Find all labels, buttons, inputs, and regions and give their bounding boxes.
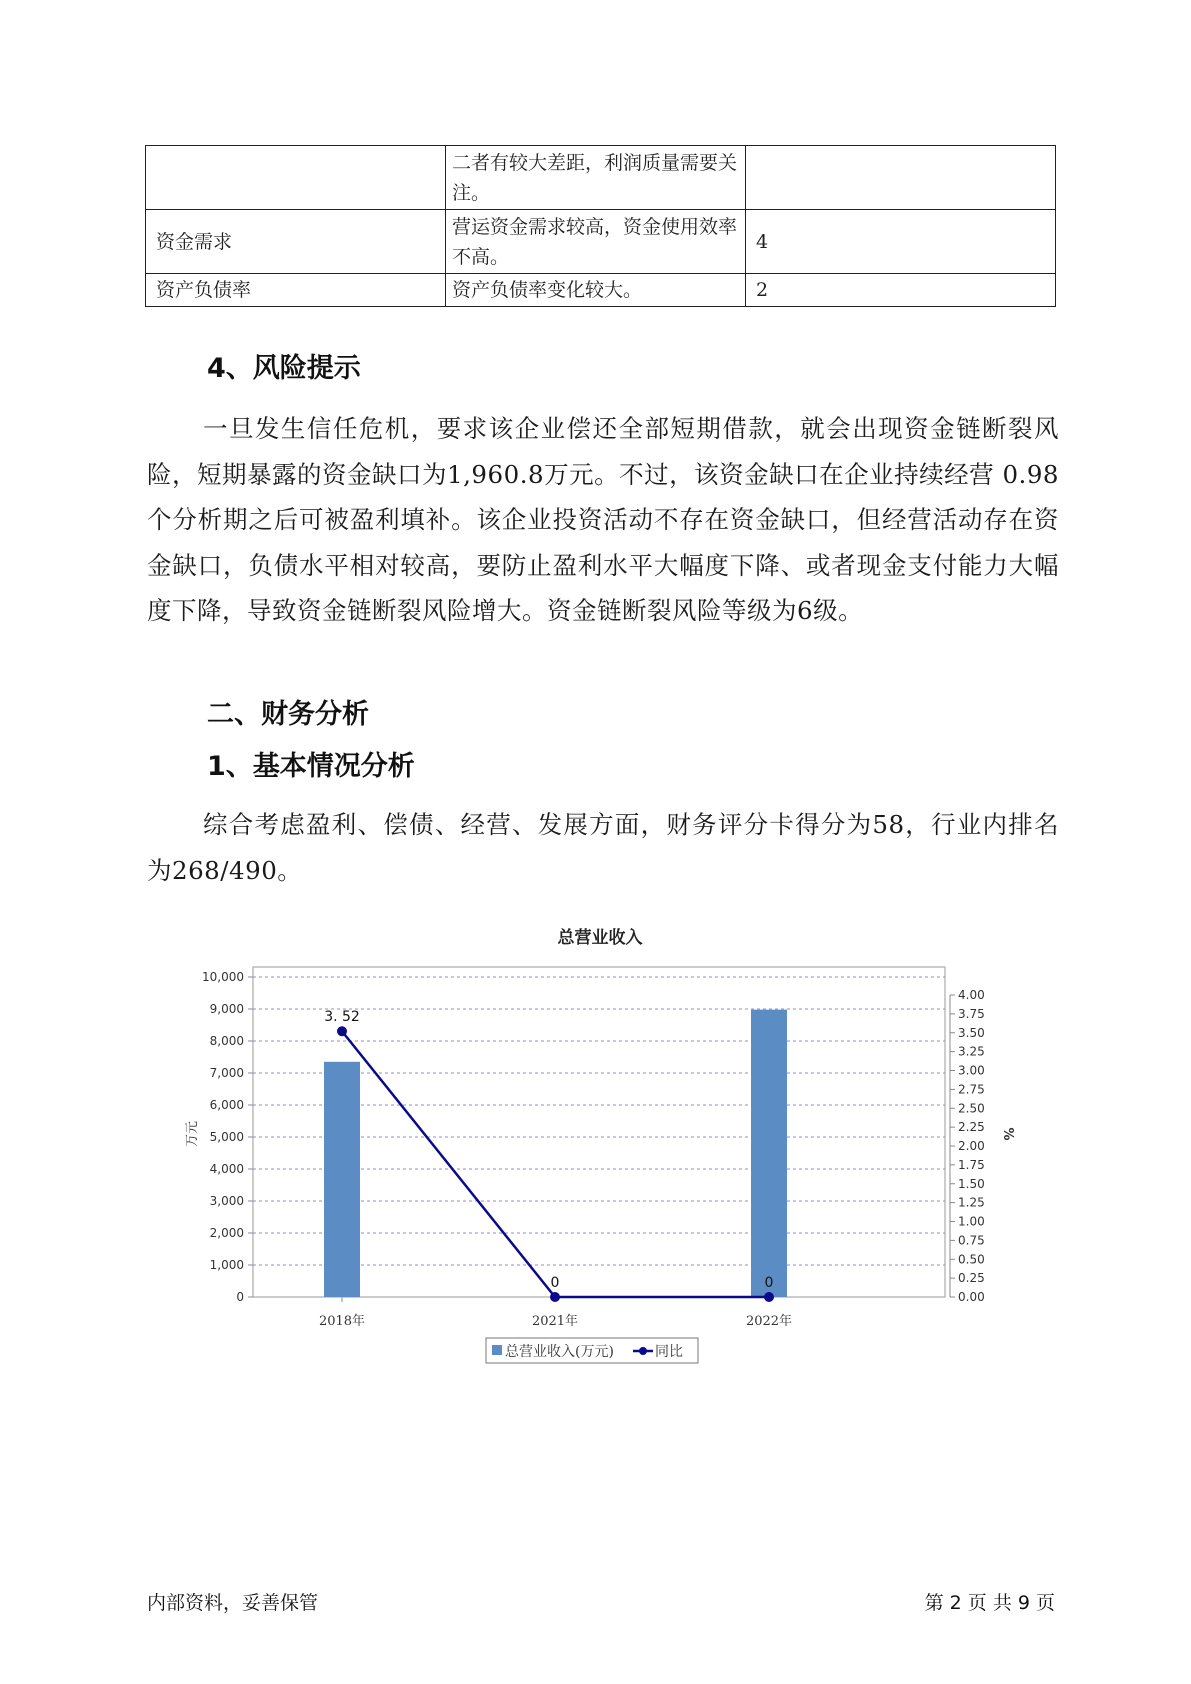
yoy-data-label: 0 <box>550 1275 560 1291</box>
footer-page-number: 第 2 页 共 9 页 <box>924 1592 1055 1614</box>
chart-legend <box>486 1338 698 1363</box>
section-heading-risk: 4、风险提示 <box>207 353 361 384</box>
y2-axis-label: % <box>1000 1127 1015 1141</box>
y-tick-label: 5,000 <box>209 1130 244 1144</box>
risk-paragraph: 一旦发生信任危机，要求该企业偿还全部短期借款，就会出现资金链断裂风险，短期暴露的资金缺口为1,960.8万元。不过，该资金缺口在企业持续经营 0.98个分析期之后可被盈利填补。该企业投资活动不存在资金缺口，但经营活动存在资金缺口，负债水平相对较高，要防止盈利水平大幅度下降、或者现金支付能力大幅度下降，导致资金链断裂风险增大。资金链断裂风险等级为6级。 <box>147 414 1059 625</box>
yoy-point <box>550 1292 560 1302</box>
legend-item-revenue: 总营业收入(万元) <box>505 1344 614 1360</box>
y2-tick-label: 2.75 <box>958 1082 985 1097</box>
y-tick-label: 9,000 <box>209 1002 244 1016</box>
y-tick-label: 4,000 <box>209 1162 244 1176</box>
x-tick-label: 2021年 <box>531 1314 579 1329</box>
bar <box>324 1062 360 1297</box>
x-tick-label: 2022年 <box>745 1314 793 1329</box>
legend-bar-swatch <box>492 1345 502 1355</box>
revenue-chart <box>180 915 1030 1385</box>
finance-paragraph: 综合考虑盈利、偿债、经营、发展方面，财务评分卡得分为58，行业内排名为268/490。 <box>147 810 1059 885</box>
y2-tick-label: 0.50 <box>958 1252 985 1267</box>
table-cell-desc: 二者有较大差距，利润质量需要关注。 <box>446 146 746 210</box>
y2-tick-label: 1.75 <box>958 1157 985 1172</box>
table-cell-desc: 营运资金需求较高，资金使用效率不高。 <box>446 210 746 274</box>
yoy-point <box>337 1026 347 1036</box>
section-heading-finance: 二、财务分析 <box>207 699 369 730</box>
yoy-point <box>764 1292 774 1302</box>
y-tick-label: 8,000 <box>209 1034 244 1048</box>
footer-left: 内部资料，妥善保管 <box>147 1592 319 1614</box>
yoy-line <box>342 1031 769 1297</box>
table-cell-score: 4 <box>746 210 1056 274</box>
table-cell-item: 资产负债率 <box>146 274 446 307</box>
y2-tick-label: 3.25 <box>958 1044 985 1059</box>
legend-item-yoy: 同比 <box>655 1344 683 1360</box>
y2-tick-label: 3.50 <box>958 1025 985 1040</box>
y2-tick-label: 0.75 <box>958 1233 985 1248</box>
yoy-data-label: 0 <box>764 1275 774 1291</box>
y2-tick-label: 3.75 <box>958 1006 985 1021</box>
y-tick-label: 1,000 <box>209 1258 244 1272</box>
table-cell-score <box>746 146 1056 210</box>
chart-title: 总营业收入 <box>557 928 643 948</box>
y2-tick-label: 1.00 <box>958 1214 985 1229</box>
table-row <box>146 146 1056 210</box>
x-tick-label: 2018年 <box>318 1314 366 1329</box>
y2-tick-label: 2.00 <box>958 1139 985 1153</box>
risk-score-table <box>145 145 1056 307</box>
table-row <box>146 210 1056 274</box>
table-cell-score: 2 <box>746 274 1056 307</box>
y2-tick-label: 1.50 <box>958 1176 985 1191</box>
yoy-data-label: 3. 52 <box>324 1009 360 1026</box>
y2-tick-label: 2.50 <box>958 1101 985 1116</box>
y2-tick-label: 0.00 <box>958 1290 985 1304</box>
bar <box>751 1010 787 1297</box>
y-tick-label: 3,000 <box>209 1194 244 1208</box>
y2-tick-label: 4.00 <box>958 988 985 1002</box>
y2-tick-label: 1.25 <box>958 1195 985 1210</box>
y2-tick-label: 3.00 <box>958 1063 985 1078</box>
y-tick-label: 7,000 <box>209 1066 244 1080</box>
table-row <box>146 274 1056 307</box>
table-cell-item: 资金需求 <box>146 210 446 274</box>
y-axis-label: 万元 <box>185 1120 200 1148</box>
y-tick-label: 6,000 <box>209 1098 244 1112</box>
table-cell-desc: 资产负债率变化较大。 <box>446 274 746 307</box>
y-tick-label: 10,000 <box>202 970 244 984</box>
subsection-heading-basic: 1、基本情况分析 <box>207 751 415 782</box>
y-tick-label: 2,000 <box>209 1226 244 1240</box>
y2-tick-label: 0.25 <box>958 1271 985 1286</box>
y2-tick-label: 2.25 <box>958 1120 985 1135</box>
table-cell-item <box>146 146 446 210</box>
y-tick-label: 0 <box>236 1290 244 1304</box>
